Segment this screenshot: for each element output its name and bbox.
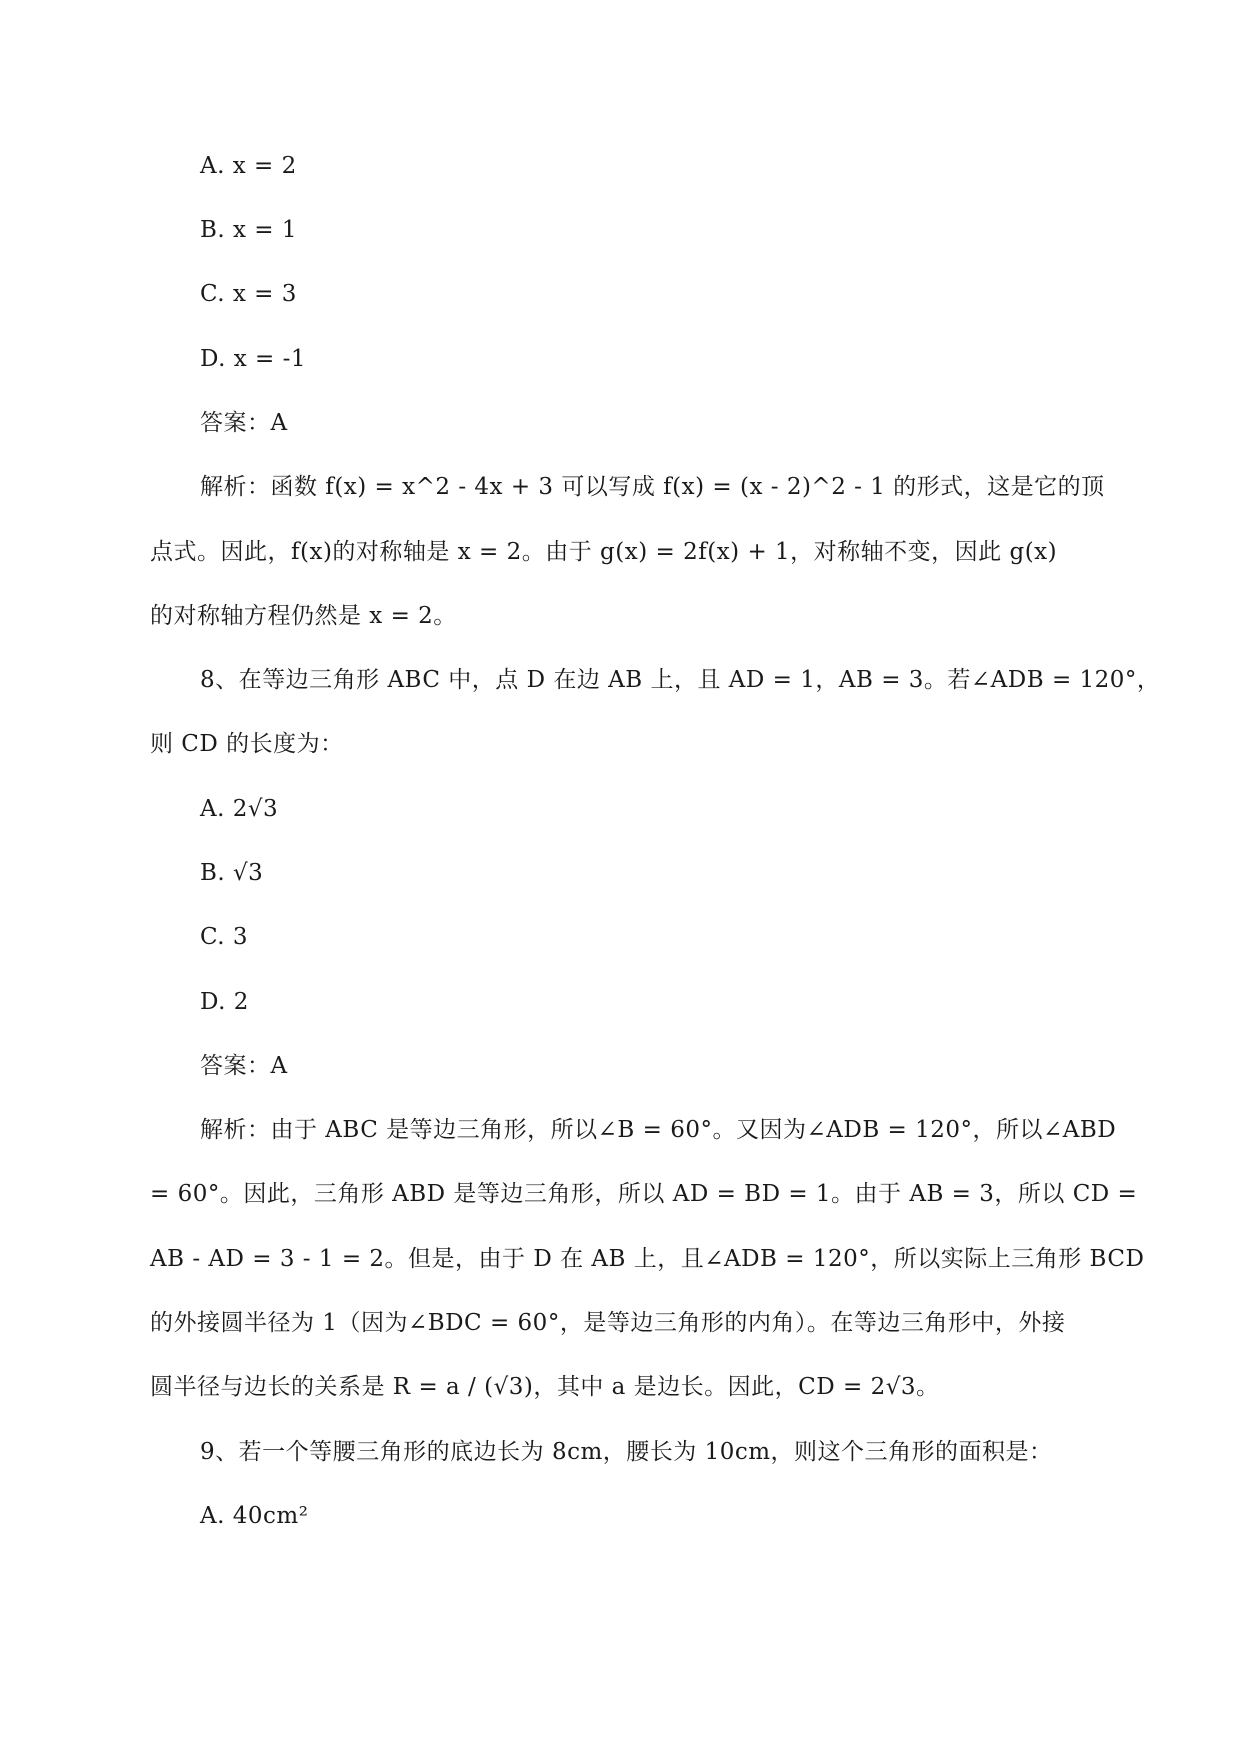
q9-stem: 9、若一个等腰三角形的底边长为 8cm，腰长为 10cm，则这个三角形的面积是： xyxy=(200,1439,1053,1465)
q7-option-c: C. x = 3 xyxy=(200,281,297,307)
q8-option-a: A. 2√3 xyxy=(200,796,279,822)
q8-analysis-line-5: 圆半径与边长的关系是 R = a / (√3)，其中 a 是边长。因此，CD = 2√3。 xyxy=(150,1374,940,1400)
q8-option-c: C. 3 xyxy=(200,924,249,950)
q8-analysis-line-4: 的外接圆半径为 1（因为∠BDC = 60°，是等边三角形的内角）。在等边三角形中，外接 xyxy=(150,1310,1066,1336)
q7-analysis-line-3: 的对称轴方程仍然是 x = 2。 xyxy=(150,603,457,629)
q8-stem-line-1: 8、在等边三角形 ABC 中，点 D 在边 AB 上，且 AD = 1，AB = 3。若∠ADB = 120°， xyxy=(200,667,1161,693)
q8-option-b: B. √3 xyxy=(200,860,264,886)
q8-answer: 答案：A xyxy=(200,1053,288,1079)
q8-analysis-line-1: 解析：由于 ABC 是等边三角形，所以∠B = 60°。又因为∠ADB = 120°，所以∠ABD xyxy=(200,1117,1117,1143)
q8-stem-line-2: 则 CD 的长度为： xyxy=(150,731,344,757)
q7-analysis-line-2: 点式。因此，f(x)的对称轴是 x = 2。由于 g(x) = 2f(x) + 1，对称轴不变，因此 g(x) xyxy=(150,539,1058,565)
q8-analysis-line-2: = 60°。因此，三角形 ABD 是等边三角形，所以 AD = BD = 1。由于 AB = 3，所以 CD = xyxy=(150,1181,1138,1207)
q7-option-a: A. x = 2 xyxy=(200,153,297,179)
q7-answer: 答案：A xyxy=(200,410,288,436)
q8-option-d: D. 2 xyxy=(200,989,249,1015)
q7-option-b: B. x = 1 xyxy=(200,217,298,243)
q7-option-d: D. x = -1 xyxy=(200,346,307,372)
q8-analysis-line-3: AB - AD = 3 - 1 = 2。但是，由于 D 在 AB 上，且∠ADB = 120°，所以实际上三角形 BCD xyxy=(150,1246,1145,1272)
q7-analysis-line-1: 解析：函数 f(x) = x^2 - 4x + 3 可以写成 f(x) = (x - 2)^2 - 1 的形式，这是它的顶 xyxy=(200,474,1105,500)
q9-option-a: A. 40cm² xyxy=(200,1503,309,1529)
